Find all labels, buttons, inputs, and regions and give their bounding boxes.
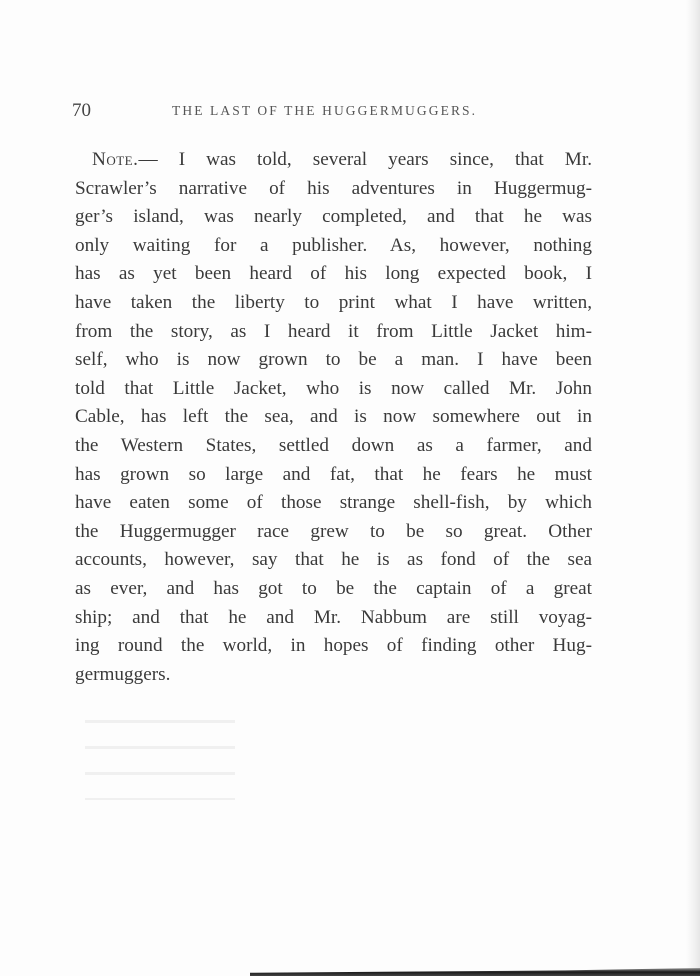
text-line: accounts, however, say that he is as fond of the sea (75, 549, 592, 571)
running-title: THE LAST OF THE HUGGERMUGGERS. (172, 103, 478, 118)
text-line: self, who is now grown to be a man. I have been (75, 349, 592, 371)
book-bottom-edge (250, 968, 700, 976)
note-paragraph (75, 146, 592, 689)
text-line: Cable, has left the sea, and is now somewhere out in (75, 406, 592, 428)
text-line: only waiting for a publisher. As, however, nothing (75, 234, 592, 256)
page-edge-shadow (686, 0, 700, 976)
text-line: ing round the world, in hopes of finding other Hug- (75, 635, 592, 657)
page-header (72, 100, 602, 126)
text-line: the Western States, settled down as a farmer, and (75, 434, 592, 456)
bleed-through (85, 720, 235, 800)
text-line: has grown so large and fat, that he fears he must (75, 463, 592, 485)
text-line: from the story, as I heard it from Little Jacket him- (75, 320, 592, 342)
text-line: Note.— I was told, several years since, that Mr. (92, 149, 592, 170)
text-line: told that Little Jacket, who is now called Mr. John (75, 377, 592, 399)
text-line: ger’s island, was nearly completed, and that he was (75, 206, 592, 228)
text-line: have taken the liberty to print what I have written, (75, 291, 592, 313)
text-line: the Huggermugger race grew to be so great. Other (75, 520, 592, 542)
page-number: 70 (72, 100, 91, 121)
text-line: has as yet been heard of his long expected book, I (75, 263, 592, 285)
text-line: have eaten some of those strange shell-fish, by which (75, 492, 592, 514)
text-line: germuggers. (75, 663, 171, 685)
note-lead: Note. (92, 149, 139, 170)
text-line: ship; and that he and Mr. Nabbum are still voyag- (75, 606, 592, 628)
text-line: as ever, and has got to be the captain of a great (75, 577, 592, 599)
text-line: Scrawler’s narrative of his adventures in Huggermug- (75, 177, 592, 199)
